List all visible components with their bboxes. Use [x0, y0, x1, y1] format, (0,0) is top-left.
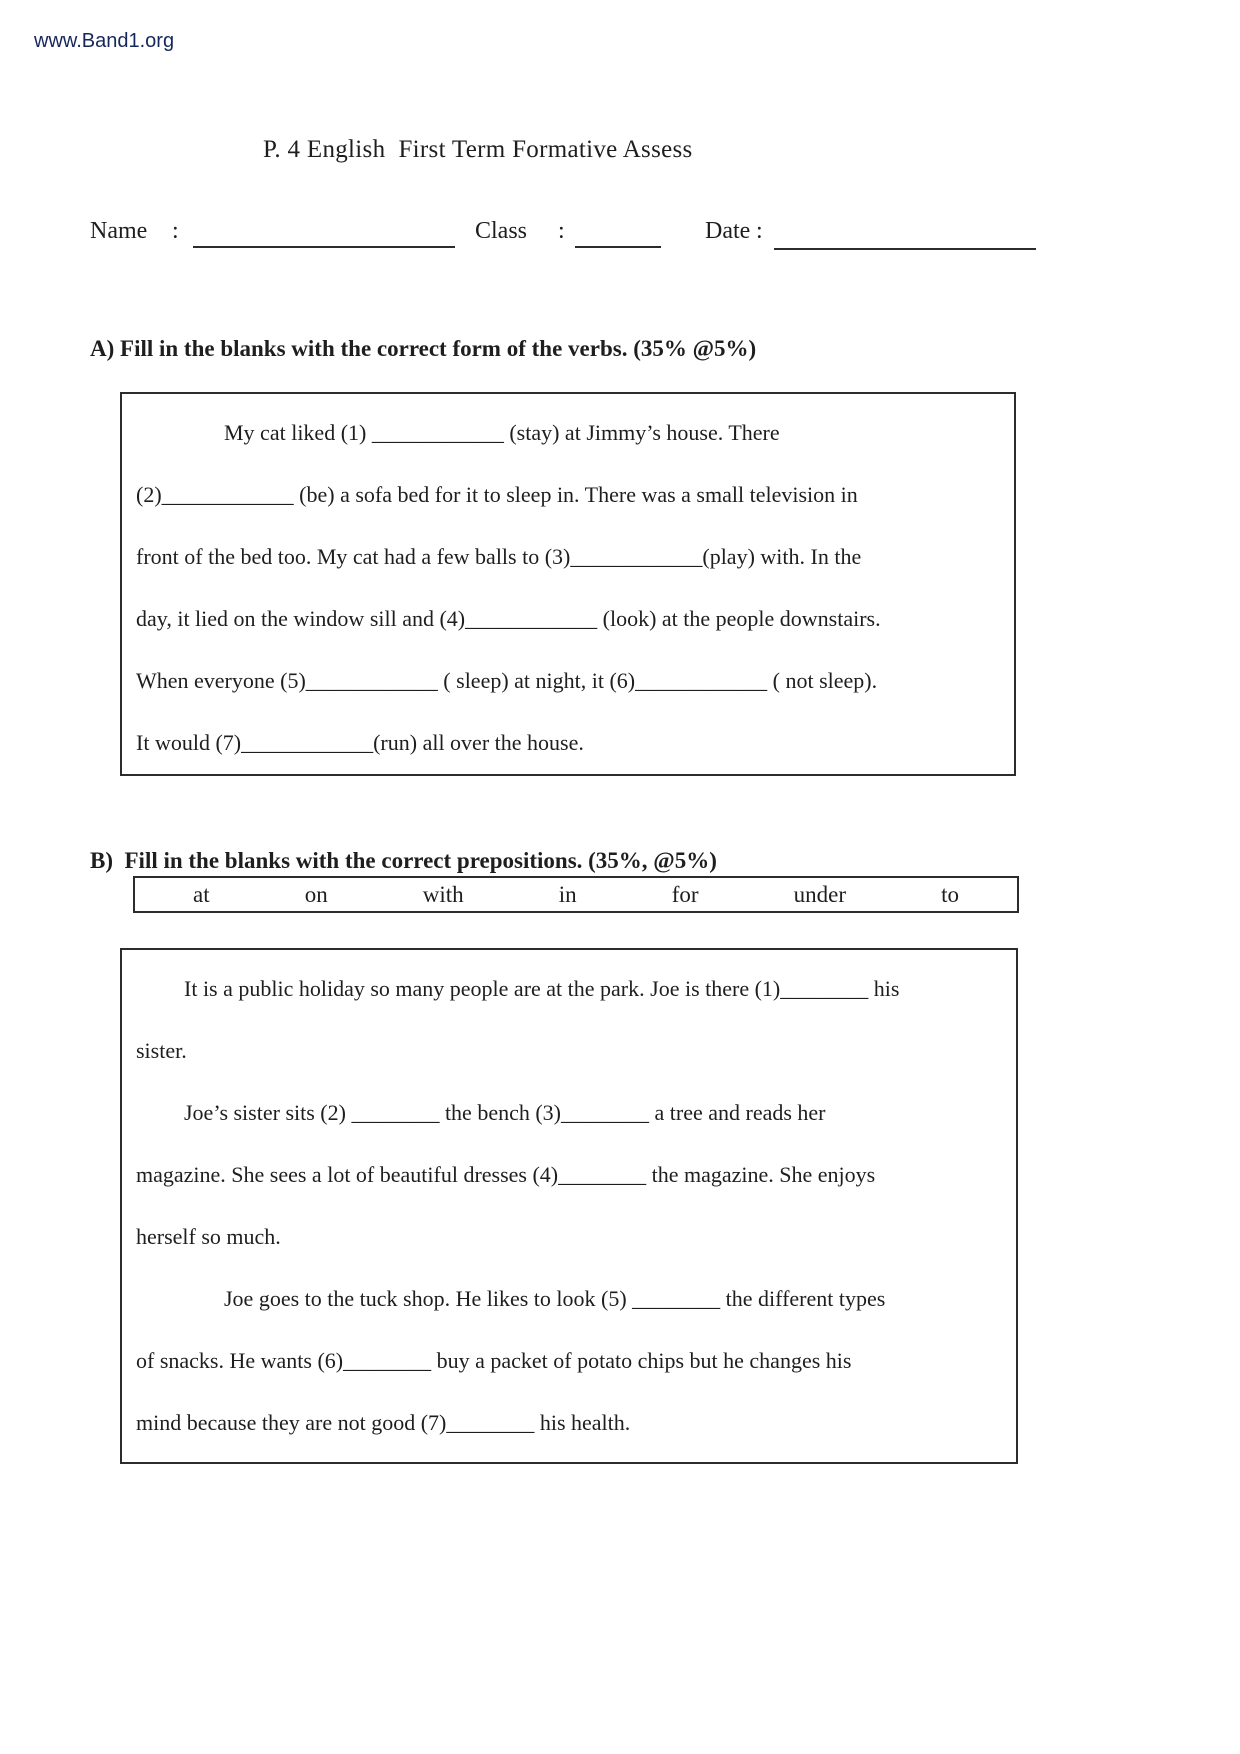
section-b-heading: B) Fill in the blanks with the correct prepositions. (35%, @5%)	[90, 848, 717, 873]
passage-line: It is a public holiday so many people are at the park. Joe is there (1)________ his	[184, 976, 900, 1001]
word-bank-word: on	[304, 881, 328, 907]
passage-line: front of the bed too. My cat had a few balls to (3)____________(play) with. In the	[136, 544, 862, 569]
word-bank-word: at	[193, 881, 210, 907]
page-title: P. 4 English First Term Formative Assess	[263, 136, 693, 163]
class-colon: :	[558, 218, 565, 244]
word-bank-word: under	[793, 881, 846, 907]
section-b-passage-box	[120, 948, 1018, 1464]
class-label: Class	[475, 218, 528, 244]
name-blank-line	[193, 246, 455, 248]
word-bank-word: with	[422, 881, 464, 907]
date-colon: :	[756, 218, 763, 244]
date-label: Date	[705, 218, 751, 244]
site-watermark: www.Band1.org	[34, 30, 175, 52]
passage-line: of snacks. He wants (6)________ buy a packet of potato chips but he changes his	[136, 1348, 852, 1373]
word-bank-word: for	[671, 881, 699, 907]
passage-line: magazine. She sees a lot of beautiful dresses (4)________ the magazine. She enjoys	[136, 1162, 876, 1187]
name-colon: :	[172, 218, 179, 244]
section-a-passage-box	[120, 392, 1016, 776]
preposition-word-bank	[133, 876, 1019, 913]
passage-line: mind because they are not good (7)________ his health.	[136, 1410, 631, 1435]
word-bank-word: to	[941, 881, 959, 907]
passage-line: (2)____________ (be) a sofa bed for it to sleep in. There was a small television in	[136, 482, 858, 507]
passage-line: day, it lied on the window sill and (4)____________ (look) at the people downstairs.	[136, 606, 881, 631]
word-bank-word: in	[558, 881, 577, 907]
passage-line: My cat liked (1) ____________ (stay) at Jimmy’s house. There	[224, 420, 780, 445]
passage-line: It would (7)____________(run) all over the house.	[136, 730, 584, 755]
passage-line: herself so much.	[136, 1224, 281, 1249]
name-label: Name	[90, 218, 148, 244]
passage-line: Joe’s sister sits (2) ________ the bench (3)________ a tree and reads her	[184, 1100, 826, 1125]
date-blank-line	[774, 248, 1036, 250]
passage-line: When everyone (5)____________ ( sleep) at night, it (6)____________ ( not sleep).	[136, 668, 878, 693]
passage-line: Joe goes to the tuck shop. He likes to look (5) ________ the different types	[224, 1286, 886, 1311]
passage-line: sister.	[136, 1038, 187, 1063]
section-a-heading: A) Fill in the blanks with the correct form of the verbs. (35% @5%)	[90, 336, 757, 361]
class-blank-line	[575, 246, 661, 248]
